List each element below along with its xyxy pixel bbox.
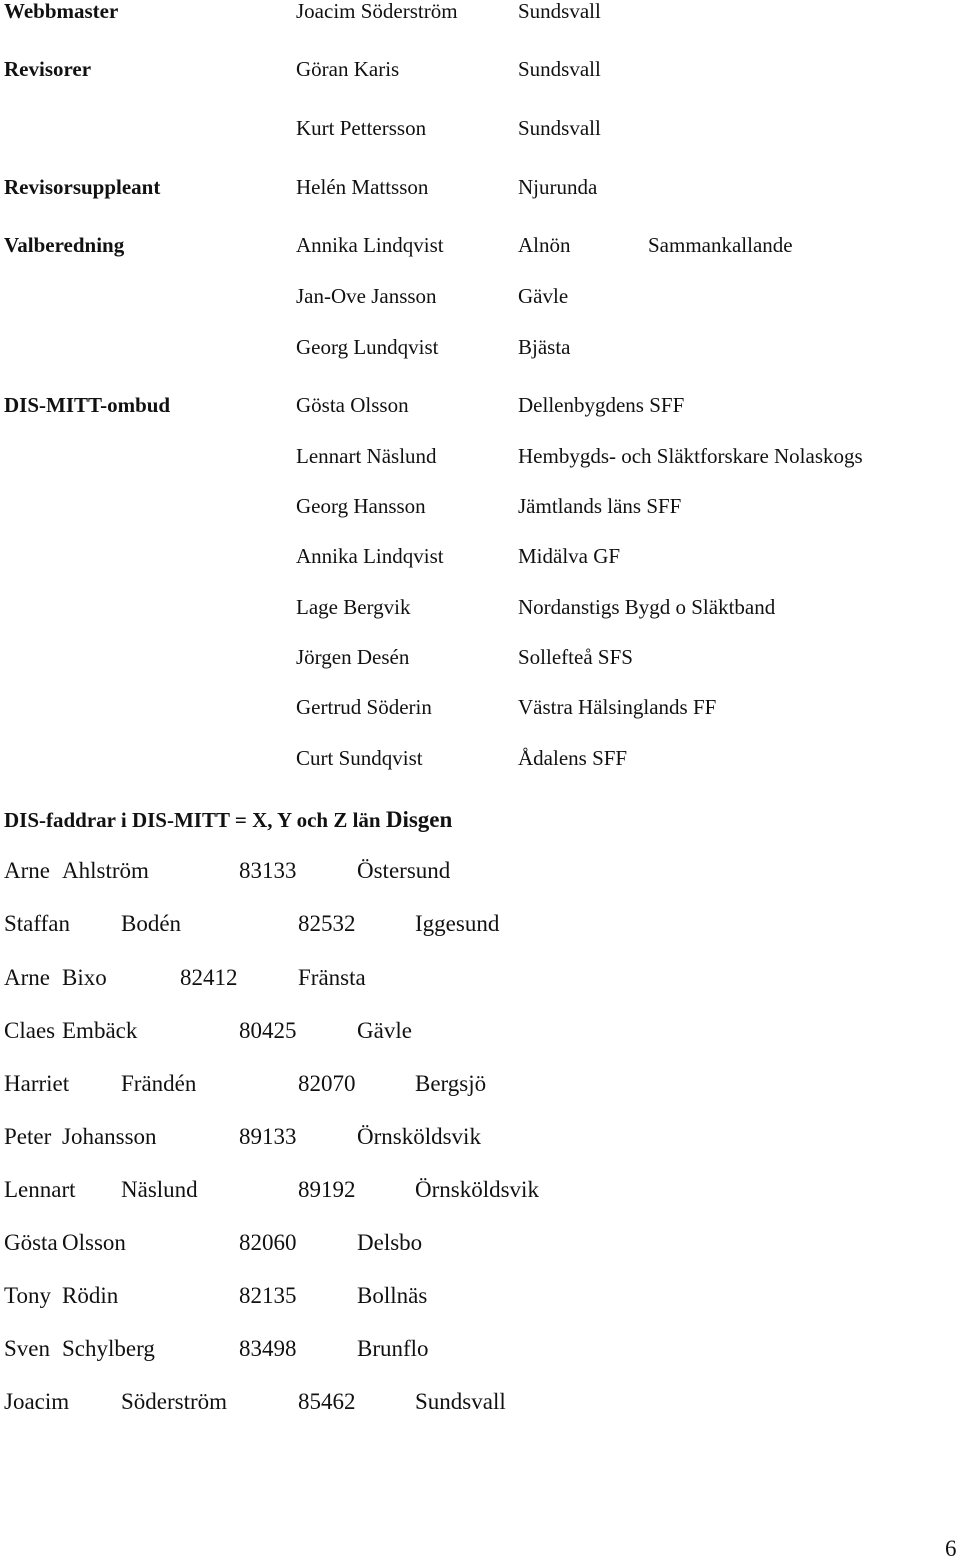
person-name: Göran Karis [296, 57, 400, 81]
role-label: DIS-MITT-ombud [4, 393, 171, 417]
role-label: Revisorsuppleant [4, 175, 161, 199]
person-place: Alnön [518, 233, 571, 257]
person-note: Sammankallande [648, 233, 793, 257]
person-place: Nordanstigs Bygd o Släktband [518, 595, 776, 619]
fadder-zip: 83498 [239, 1336, 297, 1361]
fadder-city: Bollnäs [357, 1283, 428, 1308]
fadder-city: Örnsköldsvik [415, 1177, 539, 1202]
fadder-zip: 82070 [298, 1071, 356, 1096]
faddrar-heading-prefix: DIS-faddrar i DIS-MITT = X, Y och Z län [4, 808, 381, 832]
person-name: Helén Mattsson [296, 175, 429, 199]
person-place: Sundsvall [518, 116, 601, 140]
fadder-zip: 82412 [180, 965, 238, 990]
fadder-first-name: Harriet [4, 1071, 70, 1096]
fadder-zip: 82532 [298, 911, 356, 936]
person-place: Ådalens SFF [518, 746, 628, 770]
person-name: Gertrud Söderin [296, 695, 432, 719]
fadder-last-name: Ahlström [62, 858, 149, 883]
person-place: Sundsvall [518, 0, 601, 23]
fadder-last-name: Frändén [121, 1071, 197, 1096]
person-place: Jämtlands läns SFF [518, 494, 682, 518]
fadder-zip: 89133 [239, 1124, 297, 1149]
person-place: Midälva GF [518, 544, 621, 568]
fadder-first-name: Staffan [4, 911, 71, 936]
faddrar-heading [4, 808, 452, 831]
person-place: Västra Hälsinglands FF [518, 695, 717, 719]
fadder-city: Örnsköldsvik [357, 1124, 481, 1149]
fadder-last-name: Söderström [121, 1389, 228, 1414]
person-name: Georg Hansson [296, 494, 426, 518]
person-name: Jan-Ove Jansson [296, 284, 437, 308]
person-place: Sollefteå SFS [518, 645, 633, 669]
role-label: Webbmaster [4, 0, 119, 23]
person-place: Bjästa [518, 335, 571, 359]
fadder-first-name: Lennart [4, 1177, 76, 1202]
page-number: 6 [945, 1536, 957, 1561]
fadder-first-name: Arne [4, 858, 50, 883]
fadder-city: Iggesund [415, 911, 500, 936]
fadder-city: Brunflo [357, 1336, 429, 1361]
fadder-city: Fränsta [298, 965, 366, 990]
fadder-first-name: Claes [4, 1018, 56, 1043]
role-label: Valberedning [4, 233, 125, 257]
fadder-first-name: Arne [4, 965, 50, 990]
fadder-city: Delsbo [357, 1230, 423, 1255]
fadder-first-name: Joacim [4, 1389, 70, 1414]
fadder-city: Bergsjö [415, 1071, 487, 1096]
person-name: Annika Lindqvist [296, 233, 444, 257]
person-place: Hembygds- och Släktforskare Nolaskogs [518, 444, 863, 468]
fadder-zip: 85462 [298, 1389, 356, 1414]
fadder-first-name: Sven [4, 1336, 50, 1361]
fadder-city: Gävle [357, 1018, 412, 1043]
fadder-last-name: Olsson [62, 1230, 126, 1255]
fadder-last-name: Embäck [62, 1018, 138, 1043]
fadder-first-name: Peter [4, 1124, 52, 1149]
person-place: Sundsvall [518, 57, 601, 81]
person-place: Dellenbygdens SFF [518, 393, 685, 417]
fadder-zip: 82060 [239, 1230, 297, 1255]
person-name: Georg Lundqvist [296, 335, 439, 359]
person-name: Kurt Pettersson [296, 116, 427, 140]
fadder-zip: 82135 [239, 1283, 297, 1308]
fadder-first-name: Gösta [4, 1230, 58, 1255]
faddrar-heading-suffix: Disgen [385, 807, 453, 832]
person-name: Jörgen Desén [296, 645, 410, 669]
person-name: Annika Lindqvist [296, 544, 444, 568]
fadder-last-name: Näslund [121, 1177, 198, 1202]
person-place: Gävle [518, 284, 569, 308]
person-name: Joacim Söderström [296, 0, 458, 23]
person-place: Njurunda [518, 175, 598, 199]
fadder-zip: 83133 [239, 858, 297, 883]
fadder-city: Östersund [357, 858, 451, 883]
person-name: Lage Bergvik [296, 595, 411, 619]
fadder-last-name: Bixo [62, 965, 107, 990]
fadder-last-name: Rödin [62, 1283, 119, 1308]
fadder-last-name: Bodén [121, 911, 182, 936]
person-name: Gösta Olsson [296, 393, 409, 417]
person-name: Curt Sundqvist [296, 746, 423, 770]
person-name: Lennart Näslund [296, 444, 437, 468]
fadder-city: Sundsvall [415, 1389, 506, 1414]
fadder-zip: 80425 [239, 1018, 297, 1043]
fadder-first-name: Tony [4, 1283, 51, 1308]
role-label: Revisorer [4, 57, 92, 81]
fadder-last-name: Schylberg [62, 1336, 155, 1361]
fadder-zip: 89192 [298, 1177, 356, 1202]
fadder-last-name: Johansson [62, 1124, 157, 1149]
